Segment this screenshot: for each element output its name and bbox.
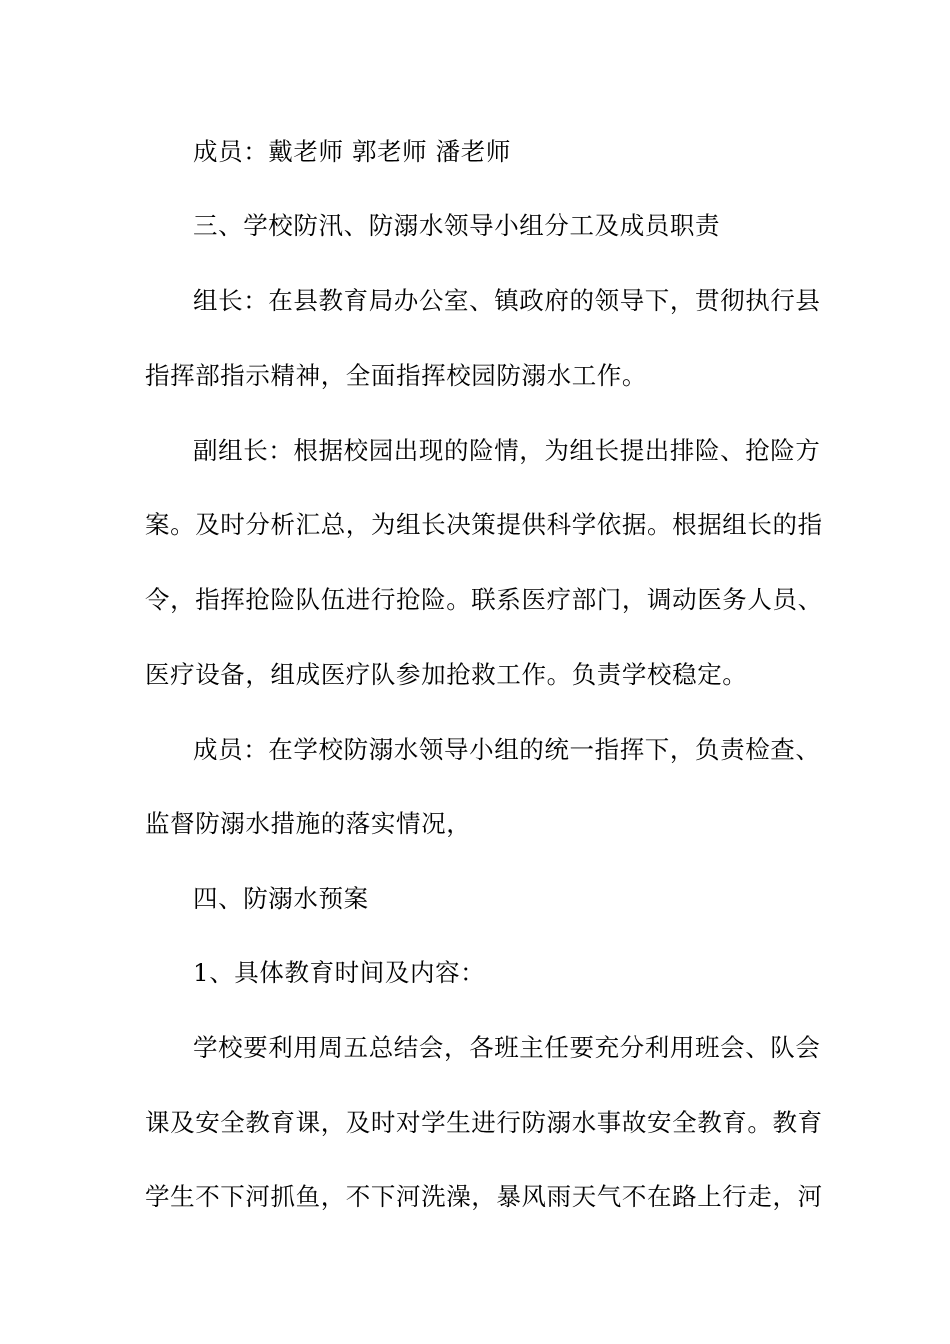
paragraph-line: 医疗设备，组成医疗队参加抢救工作。负责学校稳定。 — [145, 660, 748, 689]
paragraph-line: 组长：在县教育局办公室、镇政府的领导下，贯彻执行县 — [193, 286, 821, 315]
paragraph-line: 课及安全教育课，及时对学生进行防溺水事故安全教育。教育 — [145, 1108, 823, 1137]
paragraph-line: 指挥部指示精神，全面指挥校园防溺水工作。 — [145, 361, 647, 390]
members-line: 成员：戴老师 郭老师 潘老师 — [193, 137, 511, 166]
section-heading-4: 四、防溺水预案 — [193, 884, 369, 913]
paragraph-line: 副组长：根据校园出现的险情，为组长提出排险、抢险方 — [193, 436, 821, 465]
paragraph-line: 成员：在学校防溺水领导小组的统一指挥下，负责检查、 — [193, 735, 821, 764]
section-heading-3: 三、学校防汛、防溺水领导小组分工及成员职责 — [193, 211, 721, 240]
paragraph-line: 学生不下河抓鱼，不下河洗澡，暴风雨天气不在路上行走，河 — [145, 1182, 823, 1211]
paragraph-line: 案。及时分析汇总，为组长决策提供科学依据。根据组长的指 — [145, 510, 823, 539]
paragraph-line: 令，指挥抢险队伍进行抢险。联系医疗部门，调动医务人员、 — [145, 585, 823, 614]
paragraph-line: 监督防溺水措施的落实情况， — [145, 809, 472, 838]
paragraph-line: 学校要利用周五总结会，各班主任要充分利用班会、队会 — [193, 1033, 821, 1062]
subheading-line: 1、具体教育时间及内容： — [193, 958, 486, 987]
